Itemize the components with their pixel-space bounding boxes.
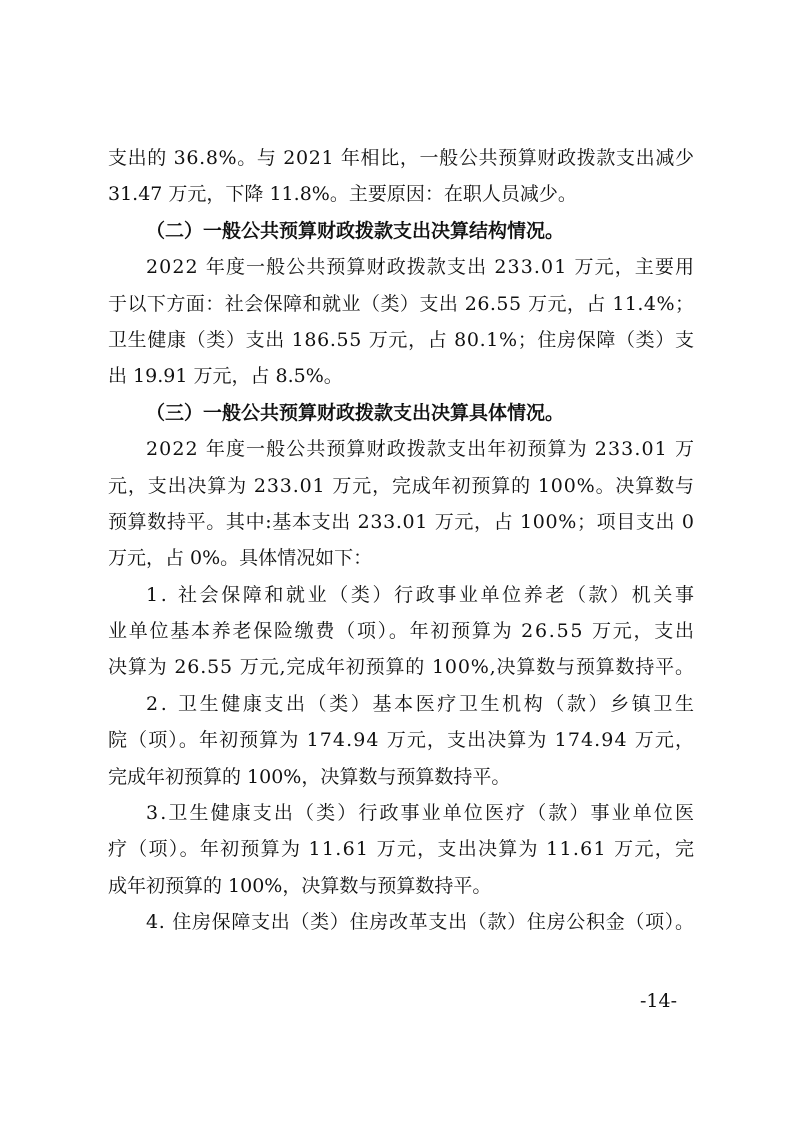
text-line <box>108 468 694 504</box>
line-text: 决算为 26.55 万元,完成年初预算的 100%,决算数与预算数持平。 <box>108 656 695 679</box>
line-text: 成年初预算的 100%，决算数与预算数持平。 <box>108 874 492 897</box>
text-line <box>108 795 697 831</box>
line-text: 疗（项）。年初预算为 11.61 万元，支出决算为 11.61 万元，完 <box>108 838 696 861</box>
line-text: （三）一般公共预算财政拨款支出决算具体情况。 <box>146 401 565 424</box>
line-text: 院（项）。年初预算为 174.94 万元，支出决算为 174.94 万元， <box>108 729 696 752</box>
text-line <box>108 249 694 285</box>
text-line <box>108 649 694 685</box>
document-body <box>108 140 697 941</box>
text-line <box>108 540 694 576</box>
text-line <box>108 322 694 358</box>
line-text: 万元，占 0%。具体情况如下： <box>108 547 373 570</box>
text-line <box>108 140 694 176</box>
text-line <box>108 358 694 394</box>
line-text: 卫生健康（类）支出 186.55 万元，占 80.1%；住房保障（类）支 <box>108 328 695 351</box>
line-text: 支出的 36.8%。与 2021 年相比，一般公共预算财政拨款支出减少 <box>108 147 695 169</box>
text-line <box>108 504 694 540</box>
line-text: 预算数持平。其中:基本支出 233.01 万元，占 100%；项目支出 0 <box>108 510 695 533</box>
line-text: 2022 年度一般公共预算财政拨款支出 233.01 万元，主要用 <box>146 256 696 279</box>
section-heading <box>108 395 694 431</box>
line-text: 2. 卫生健康支出（类）基本医疗卫生机构（款）乡镇卫生 <box>146 692 697 715</box>
line-text: 31.47 万元，下降 11.8%。主要原因：在职人员减少。 <box>108 183 577 206</box>
text-line <box>108 686 697 722</box>
line-text: 2022 年度一般公共预算财政拨款支出年初预算为 233.01 万 <box>146 438 696 461</box>
line-text: 3.卫生健康支出（类）行政事业单位医疗（款）事业单位医 <box>146 802 697 825</box>
line-text: 于以下方面：社会保障和就业（类）支出 26.55 万元，占 11.4%； <box>108 292 695 315</box>
line-text: 完成年初预算的 100%，决算数与预算数持平。 <box>108 765 511 788</box>
text-line <box>108 904 694 940</box>
line-text: （二）一般公共预算财政拨款支出决算结构情况。 <box>146 219 565 242</box>
line-text: 4. 住房保障支出（类）住房改革支出（款）住房公积金（项）。 <box>146 911 695 934</box>
text-line <box>108 286 694 322</box>
text-line <box>108 613 694 649</box>
text-line <box>108 868 694 904</box>
page-number: -14- <box>640 990 678 1012</box>
section-heading <box>108 213 694 249</box>
text-line <box>108 577 697 613</box>
line-text: 出 19.91 万元，占 8.5%。 <box>108 365 343 388</box>
text-line <box>108 831 694 867</box>
line-text: 元，支出决算为 233.01 万元，完成年初预算的 100%。决算数与 <box>108 474 695 497</box>
text-line <box>108 431 694 467</box>
text-line <box>108 722 694 758</box>
text-line <box>108 176 694 212</box>
text-line <box>108 759 694 795</box>
line-text: 1. 社会保障和就业（类）行政事业单位养老（款）机关事 <box>146 583 697 606</box>
line-text: 业单位基本养老保险缴费（项）。年初预算为 26.55 万元，支出 <box>108 620 696 643</box>
